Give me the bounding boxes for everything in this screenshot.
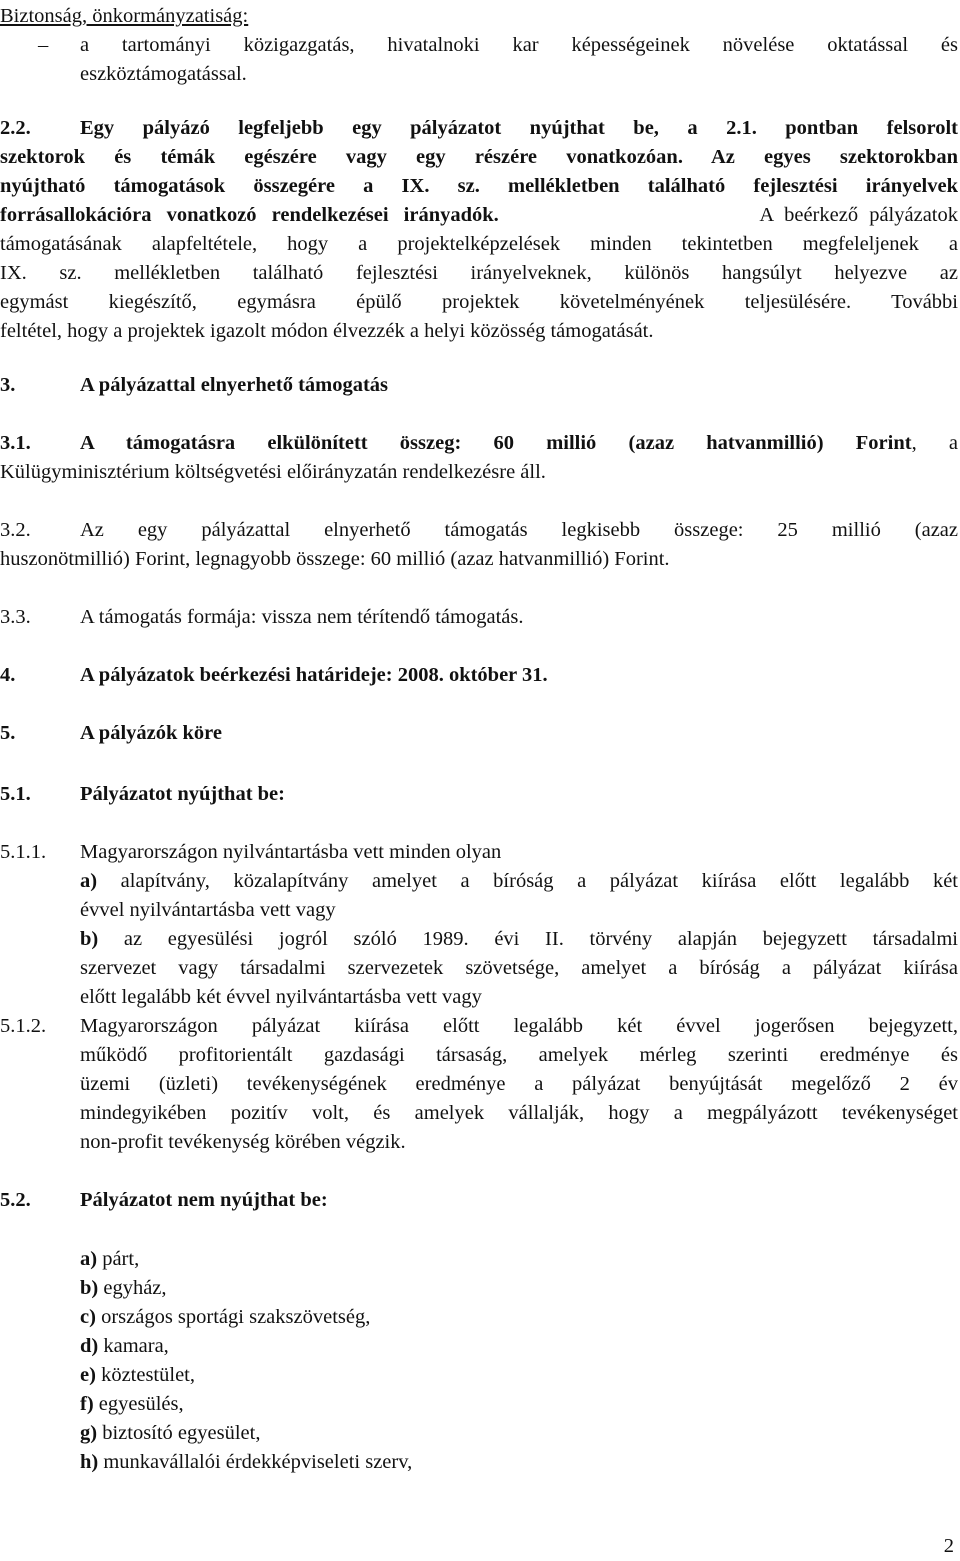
section-2-2-line8: feltétel, hogy a projektek igazolt módon élvezzék a helyi közösség támogatását. <box>0 320 654 342</box>
section-5-1-2-line1: Magyarországon pályázat kiírása előtt legalább két évvel jogerősen bejegyzett, <box>80 1015 958 1037</box>
section-3-3-text: A támogatás formája: vissza nem térítendő támogatás. <box>80 606 524 628</box>
section-5-1-2-line3: üzemi (üzleti) tevékenységének eredménye a pályázat benyújtását megelőző 2 év <box>80 1073 958 1095</box>
section-5-1-1-b-line2: szervezet vagy társadalmi szervezetek szövetsége, amelyet a bíróság a pályázat kiírása <box>80 957 958 979</box>
list-item: h) munkavállalói érdekképviseleti szerv, <box>80 1451 413 1473</box>
section-5-1-1-number: 5.1.1. <box>0 841 47 863</box>
section-5-number: 5. <box>0 722 16 744</box>
section-2-2-bold-line4: forrásallokációra vonatkozó rendelkezései irányadók. <box>0 204 499 226</box>
section-2-2-line7: egymást kiegészítő, egymásra épülő projektek követelményének teljesülésére. További <box>0 291 958 313</box>
section-5-1-1-b-line3: előtt legalább két évvel nyilvántartásba vett vagy <box>80 986 482 1008</box>
section-2-2-number: 2.2. <box>0 117 31 139</box>
section-3-1-number: 3.1. <box>0 432 31 454</box>
list-item: g) biztosító egyesület, <box>80 1422 261 1444</box>
intro-heading: Biztonság, önkormányzatiság: <box>0 5 249 27</box>
section-2-2-line6: IX. sz. mellékletben található fejlesztési irányelveknek, különös hangsúlyt helyezve az <box>0 262 958 284</box>
section-2-2-normal-line4: A beérkező pályázatok <box>759 204 958 226</box>
section-5-1-2-line2: működő profitorientált gazdasági társaság, amelyek mérleg szerinti eredménye és <box>80 1044 958 1066</box>
section-3-1-line2: Külügyminisztérium költségvetési előirányzatán rendelkezésre áll. <box>0 461 546 483</box>
section-3-2-line2: huszonötmillió) Forint, legnagyobb összege: 60 millió (azaz hatvanmillió) Forint. <box>0 548 670 570</box>
section-3-3-number: 3.3. <box>0 606 31 628</box>
intro-bullet-line2: eszköztámogatással. <box>80 63 247 85</box>
section-2-2-bold-line3: nyújtható támogatások összegére a IX. sz. mellékletben található fejlesztési irányelvek <box>0 175 958 197</box>
section-3-number: 3. <box>0 374 16 396</box>
section-5-1-title: Pályázatot nyújthat be: <box>80 783 285 805</box>
list-item: c) országos sportági szakszövetség, <box>80 1306 371 1328</box>
section-5-2-title: Pályázatot nem nyújthat be: <box>80 1189 328 1211</box>
section-3-2-line1: Az egy pályázattal elnyerhető támogatás legkisebb összege: 25 millió (azaz <box>80 519 958 541</box>
section-3-title: A pályázattal elnyerhető támogatás <box>80 374 389 396</box>
section-5-1-1-intro: Magyarországon nyilvántartásba vett minden olyan <box>80 841 502 863</box>
section-5-1-2-line5: non-profit tevékenység körében végzik. <box>80 1131 406 1153</box>
list-item: e) köztestület, <box>80 1364 195 1386</box>
section-4-title: A pályázatok beérkezési határideje: 2008. október 31. <box>80 664 548 686</box>
list-item: a) párt, <box>80 1248 140 1270</box>
intro-bullet-line1: a tartományi közigazgatás, hivatalnoki kar képességeinek növelése oktatással és <box>80 34 958 56</box>
page-number: 2 <box>943 1535 954 1557</box>
section-5-title: A pályázók köre <box>80 722 222 744</box>
list-item: f) egyesülés, <box>80 1393 184 1415</box>
list-item: b) egyház, <box>80 1277 167 1299</box>
section-2-2-bold-line1: Egy pályázó legfeljebb egy pályázatot nyújthat be, a 2.1. pontban felsorolt <box>80 117 958 139</box>
dash-bullet: – <box>38 34 49 56</box>
section-3-2-number: 3.2. <box>0 519 31 541</box>
section-5-1-2-line4: mindegyikében pozitív volt, és amelyek vállalják, hogy a megpályázott tevékenységet <box>80 1102 958 1124</box>
section-5-1-1-a-line1: a) alapítvány, közalapítvány amelyet a bíróság a pályázat kiírása előtt legalább két <box>80 870 959 892</box>
list-item: d) kamara, <box>80 1335 169 1357</box>
section-5-2-number: 5.2. <box>0 1189 31 1211</box>
section-3-1-text: A támogatásra elkülönített összeg: 60 millió (azaz hatvanmillió) Forint, a <box>80 432 958 454</box>
section-5-1-number: 5.1. <box>0 783 31 805</box>
section-2-2-line4 <box>0 201 958 230</box>
section-4-number: 4. <box>0 664 16 686</box>
section-5-1-1-a-line2: évvel nyilvántartásba vett vagy <box>80 899 336 921</box>
section-2-2-bold-line2: szektorok és témák egészére vagy egy részére vonatkozóan. Az egyes szektorokban <box>0 146 958 168</box>
section-5-1-2-number: 5.1.2. <box>0 1015 47 1037</box>
section-2-2-line5: támogatásának alapfeltétele, hogy a projektelképzelések minden tekintetben megfeleljenek a <box>0 233 958 255</box>
section-5-1-1-b-line1: b) az egyesülési jogról szóló 1989. évi II. törvény alapján bejegyzett társadalmi <box>80 928 958 950</box>
